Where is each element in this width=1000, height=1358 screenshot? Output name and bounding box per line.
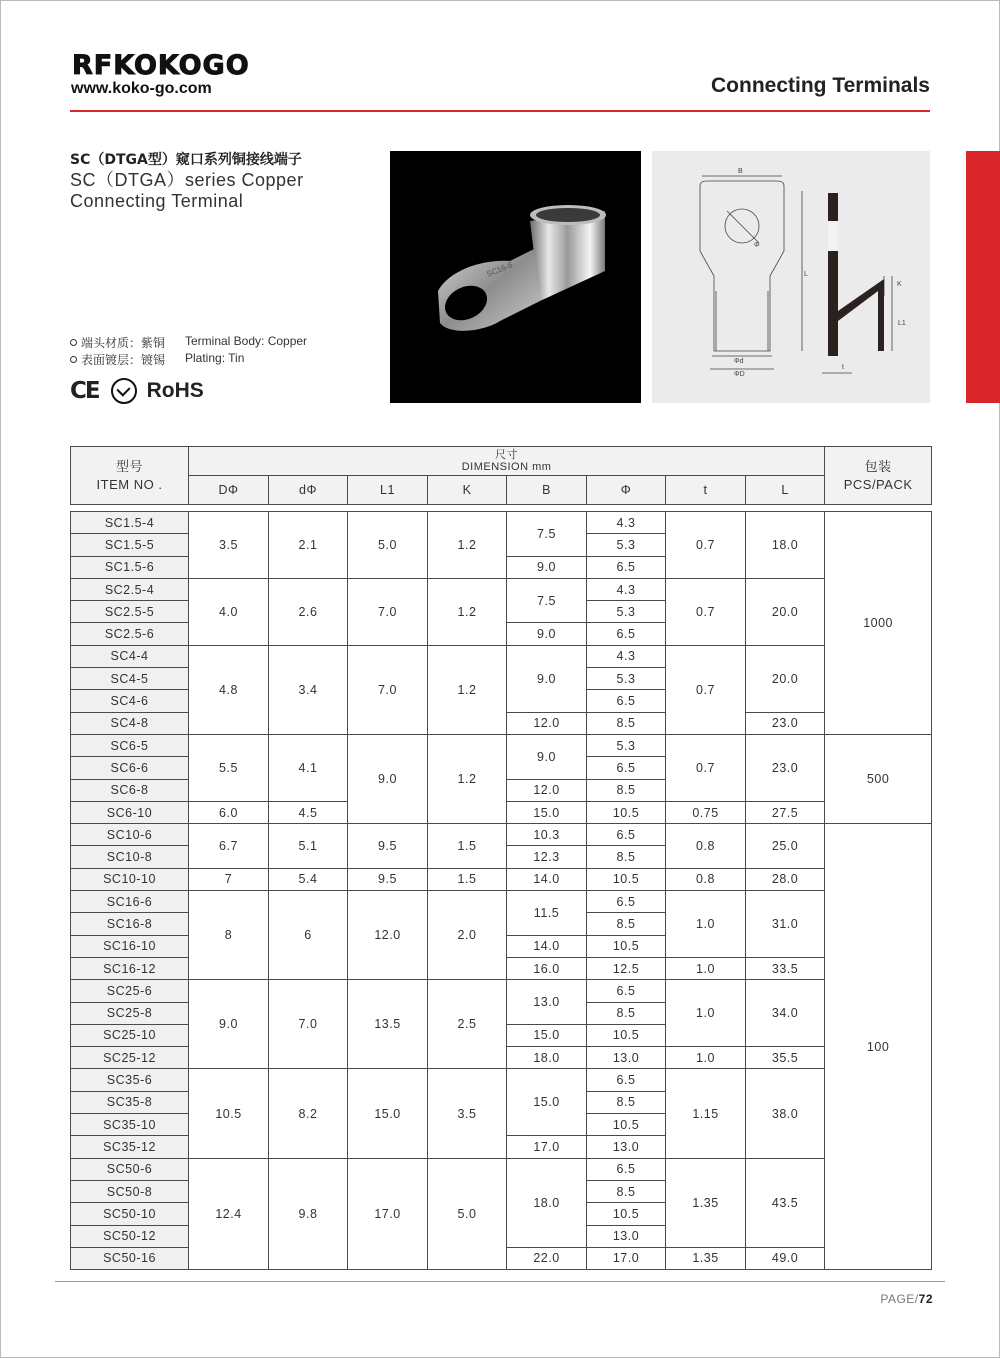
phi-cell: 8.5 [587, 712, 666, 734]
d-cell: 2.1 [269, 512, 348, 579]
l1-cell: 15.0 [348, 1069, 428, 1158]
bullet-icon [70, 356, 77, 363]
svg-text:Φ: Φ [754, 242, 760, 249]
l-cell: 23.0 [746, 712, 825, 734]
column-header: Φ [587, 476, 666, 505]
phi-cell: 12.5 [587, 957, 666, 979]
ce-mark-icon: CE [70, 378, 99, 404]
svg-text:L1: L1 [898, 320, 906, 327]
item-number-cell: SC50-10 [71, 1203, 189, 1225]
d-cell: 7.0 [269, 980, 348, 1069]
phi-cell: 10.5 [587, 1203, 666, 1225]
item-number-cell: SC50-12 [71, 1225, 189, 1247]
l1-cell: 7.0 [348, 645, 428, 734]
item-number-cell: SC6-5 [71, 734, 189, 756]
pack-cell: 500 [825, 734, 932, 823]
b-cell: 9.0 [507, 734, 587, 779]
item-number-cell: SC25-12 [71, 1047, 189, 1069]
phi-cell: 6.5 [587, 623, 666, 645]
k-cell: 1.5 [428, 824, 507, 869]
l-cell: 18.0 [746, 512, 825, 579]
column-header: t [666, 476, 746, 505]
phi-cell: 8.5 [587, 913, 666, 935]
sgs-mark-icon [111, 378, 137, 404]
k-cell: 3.5 [428, 1069, 507, 1158]
table-spacer [71, 505, 932, 512]
d-cell: 9.0 [189, 980, 269, 1069]
l-cell: 20.0 [746, 578, 825, 645]
phi-cell: 4.3 [587, 512, 666, 534]
l1-cell: 12.0 [348, 891, 428, 980]
l-cell: 33.5 [746, 957, 825, 979]
phi-cell: 8.5 [587, 779, 666, 801]
t-cell: 1.0 [666, 1047, 746, 1069]
phi-cell: 8.5 [587, 1091, 666, 1113]
t-cell: 1.0 [666, 980, 746, 1047]
b-cell: 22.0 [507, 1247, 587, 1269]
table-row [71, 824, 932, 846]
item-number-cell: SC35-6 [71, 1069, 189, 1091]
d-cell: 6.0 [189, 801, 269, 823]
specification-table [70, 446, 932, 1270]
k-cell: 5.0 [428, 1158, 507, 1269]
item-number-cell: SC6-8 [71, 779, 189, 801]
t-cell: 1.35 [666, 1158, 746, 1247]
item-number-cell: SC1.5-6 [71, 556, 189, 578]
item-number-cell: SC4-5 [71, 668, 189, 690]
table-row [71, 980, 932, 1002]
t-cell: 0.7 [666, 645, 746, 734]
d-cell: 3.5 [189, 512, 269, 579]
item-number-cell: SC1.5-5 [71, 534, 189, 556]
item-number-cell: SC10-10 [71, 868, 189, 890]
d-cell: 8.2 [269, 1069, 348, 1158]
t-cell: 1.35 [666, 1247, 746, 1269]
phi-cell: 13.0 [587, 1047, 666, 1069]
b-cell: 9.0 [507, 623, 587, 645]
column-header: L1 [348, 476, 428, 505]
dimension-diagram-icon [652, 151, 930, 403]
l1-cell: 13.5 [348, 980, 428, 1069]
spec-material: 端头材质：紫铜 Terminal Body: Copper [70, 334, 165, 351]
b-cell: 10.3 [507, 824, 587, 846]
item-number-cell: SC50-16 [71, 1247, 189, 1269]
column-header: dΦ [269, 476, 348, 505]
l-cell: 43.5 [746, 1158, 825, 1247]
l1-cell: 5.0 [348, 512, 428, 579]
phi-cell: 6.5 [587, 824, 666, 846]
l1-cell: 7.0 [348, 578, 428, 645]
l-cell: 35.5 [746, 1047, 825, 1069]
phi-cell: 6.5 [587, 980, 666, 1002]
phi-cell: 10.5 [587, 1024, 666, 1046]
phi-cell: 6.5 [587, 1069, 666, 1091]
column-header: L [746, 476, 825, 505]
d-cell: 4.1 [269, 734, 348, 801]
phi-cell: 5.3 [587, 534, 666, 556]
b-cell: 12.0 [507, 712, 587, 734]
l1-cell: 9.5 [348, 824, 428, 869]
phi-cell: 6.5 [587, 891, 666, 913]
product-title-cn: SC（DTGA型）窥口系列铜接线端子 [70, 152, 302, 168]
d-cell: 2.6 [269, 578, 348, 645]
d-cell: 5.4 [269, 868, 348, 890]
brand-logo: RFKOKOGO [72, 50, 250, 81]
item-number-cell: SC50-6 [71, 1158, 189, 1180]
item-number-cell: SC6-6 [71, 757, 189, 779]
b-cell: 16.0 [507, 957, 587, 979]
technical-drawing [652, 151, 930, 403]
l1-cell: 9.5 [348, 868, 428, 890]
table-row [71, 891, 932, 913]
table-row [71, 1158, 932, 1180]
phi-cell: 6.5 [587, 757, 666, 779]
svg-text:B: B [738, 168, 743, 175]
phi-cell: 13.0 [587, 1225, 666, 1247]
page-number: PAGE/72 [880, 1292, 933, 1306]
l-cell: 20.0 [746, 645, 825, 712]
svg-text:ΦD: ΦD [734, 371, 745, 378]
table-row [71, 868, 932, 890]
b-cell: 14.0 [507, 868, 587, 890]
d-cell: 5.1 [269, 824, 348, 869]
header-divider [70, 110, 930, 112]
item-number-cell: SC6-10 [71, 801, 189, 823]
item-number-cell: SC2.5-6 [71, 623, 189, 645]
d-cell: 9.8 [269, 1158, 348, 1269]
b-cell: 9.0 [507, 556, 587, 578]
item-number-cell: SC25-10 [71, 1024, 189, 1046]
column-header: K [428, 476, 507, 505]
b-cell: 17.0 [507, 1136, 587, 1158]
bullet-icon [70, 339, 77, 346]
b-cell: 18.0 [507, 1158, 587, 1247]
b-cell: 7.5 [507, 578, 587, 623]
header-item-no: 型号 ITEM NO . [71, 447, 189, 505]
phi-cell: 6.5 [587, 556, 666, 578]
b-cell: 13.0 [507, 980, 587, 1025]
l-cell: 25.0 [746, 824, 825, 869]
b-cell: 15.0 [507, 1024, 587, 1046]
column-header: B [507, 476, 587, 505]
item-number-cell: SC35-8 [71, 1091, 189, 1113]
l-cell: 23.0 [746, 734, 825, 801]
svg-text:K: K [897, 281, 902, 288]
table-row [71, 734, 932, 756]
phi-cell: 13.0 [587, 1136, 666, 1158]
category-title: Connecting Terminals [711, 74, 930, 97]
header-dimension: 尺寸 DIMENSION mm [189, 447, 825, 476]
l-cell: 31.0 [746, 891, 825, 958]
t-cell: 0.7 [666, 734, 746, 801]
t-cell: 1.0 [666, 891, 746, 958]
l1-cell: 17.0 [348, 1158, 428, 1269]
phi-cell: 10.5 [587, 801, 666, 823]
item-number-cell: SC25-8 [71, 1002, 189, 1024]
t-cell: 0.8 [666, 824, 746, 869]
k-cell: 1.2 [428, 578, 507, 645]
phi-cell: 10.5 [587, 868, 666, 890]
item-number-cell: SC50-8 [71, 1180, 189, 1202]
t-cell: 0.7 [666, 578, 746, 645]
item-number-cell: SC35-10 [71, 1114, 189, 1136]
b-cell: 9.0 [507, 645, 587, 712]
phi-cell: 8.5 [587, 846, 666, 868]
k-cell: 1.2 [428, 645, 507, 734]
phi-cell: 17.0 [587, 1247, 666, 1269]
b-cell: 12.0 [507, 779, 587, 801]
certifications [70, 376, 204, 406]
d-cell: 5.5 [189, 734, 269, 801]
k-cell: 1.5 [428, 868, 507, 890]
pack-cell: 100 [825, 824, 932, 1270]
d-cell: 6.7 [189, 824, 269, 869]
b-cell: 12.3 [507, 846, 587, 868]
item-number-cell: SC4-6 [71, 690, 189, 712]
phi-cell: 8.5 [587, 1180, 666, 1202]
item-number-cell: SC10-6 [71, 824, 189, 846]
d-cell: 4.8 [189, 645, 269, 734]
b-cell: 11.5 [507, 891, 587, 936]
l-cell: 28.0 [746, 868, 825, 890]
phi-cell: 5.3 [587, 601, 666, 623]
spec-plating: 表面镀层：镀锡 Plating: Tin [70, 351, 165, 368]
d-cell: 4.0 [189, 578, 269, 645]
table-row [71, 1069, 932, 1091]
t-cell: 1.15 [666, 1069, 746, 1158]
phi-cell: 10.5 [587, 1114, 666, 1136]
item-number-cell: SC2.5-4 [71, 578, 189, 600]
phi-cell: 6.5 [587, 690, 666, 712]
d-cell: 8 [189, 891, 269, 980]
phi-cell: 4.3 [587, 578, 666, 600]
header-pack: 包装 PCS/PACK [825, 447, 932, 505]
footer-divider [55, 1281, 945, 1282]
l-cell: 27.5 [746, 801, 825, 823]
table-row [71, 645, 932, 667]
svg-text:L: L [804, 271, 808, 278]
product-photo [390, 151, 641, 403]
svg-text:Φd: Φd [734, 358, 744, 365]
d-cell: 10.5 [189, 1069, 269, 1158]
phi-cell: 5.3 [587, 668, 666, 690]
svg-text:t: t [842, 364, 844, 371]
item-number-cell: SC16-8 [71, 913, 189, 935]
b-cell: 15.0 [507, 801, 587, 823]
l-cell: 49.0 [746, 1247, 825, 1269]
svg-text:SC16-6: SC16-6 [485, 260, 514, 279]
item-number-cell: SC1.5-4 [71, 512, 189, 534]
l-cell: 34.0 [746, 980, 825, 1047]
b-cell: 18.0 [507, 1047, 587, 1069]
b-cell: 15.0 [507, 1069, 587, 1136]
b-cell: 7.5 [507, 512, 587, 557]
item-number-cell: SC10-8 [71, 846, 189, 868]
k-cell: 2.0 [428, 891, 507, 980]
item-number-cell: SC16-12 [71, 957, 189, 979]
phi-cell: 4.3 [587, 645, 666, 667]
d-cell: 12.4 [189, 1158, 269, 1269]
k-cell: 2.5 [428, 980, 507, 1069]
phi-cell: 8.5 [587, 1002, 666, 1024]
item-number-cell: SC2.5-5 [71, 601, 189, 623]
l1-cell: 9.0 [348, 734, 428, 823]
item-number-cell: SC35-12 [71, 1136, 189, 1158]
t-cell: 0.8 [666, 868, 746, 890]
t-cell: 0.75 [666, 801, 746, 823]
k-cell: 1.2 [428, 512, 507, 579]
website-url: www.koko-go.com [71, 80, 212, 97]
side-tab [966, 151, 1000, 403]
t-cell: 0.7 [666, 512, 746, 579]
item-number-cell: SC4-4 [71, 645, 189, 667]
k-cell: 1.2 [428, 734, 507, 823]
item-number-cell: SC25-6 [71, 980, 189, 1002]
item-number-cell: SC4-8 [71, 712, 189, 734]
b-cell: 14.0 [507, 935, 587, 957]
rohs-mark: RoHS [146, 379, 204, 402]
d-cell: 3.4 [269, 645, 348, 734]
column-header: DΦ [189, 476, 269, 505]
table-row [71, 578, 932, 600]
product-title-en: SC（DTGA）series Copper Connecting Terminal [70, 170, 304, 211]
d-cell: 4.5 [269, 801, 348, 823]
terminal-photo-icon [390, 151, 641, 403]
item-number-cell: SC16-6 [71, 891, 189, 913]
phi-cell: 6.5 [587, 1158, 666, 1180]
d-cell: 6 [269, 891, 348, 980]
table-row [71, 512, 932, 534]
item-number-cell: SC16-10 [71, 935, 189, 957]
pack-cell: 1000 [825, 512, 932, 735]
t-cell: 1.0 [666, 957, 746, 979]
phi-cell: 5.3 [587, 734, 666, 756]
l-cell: 38.0 [746, 1069, 825, 1158]
d-cell: 7 [189, 868, 269, 890]
phi-cell: 10.5 [587, 935, 666, 957]
